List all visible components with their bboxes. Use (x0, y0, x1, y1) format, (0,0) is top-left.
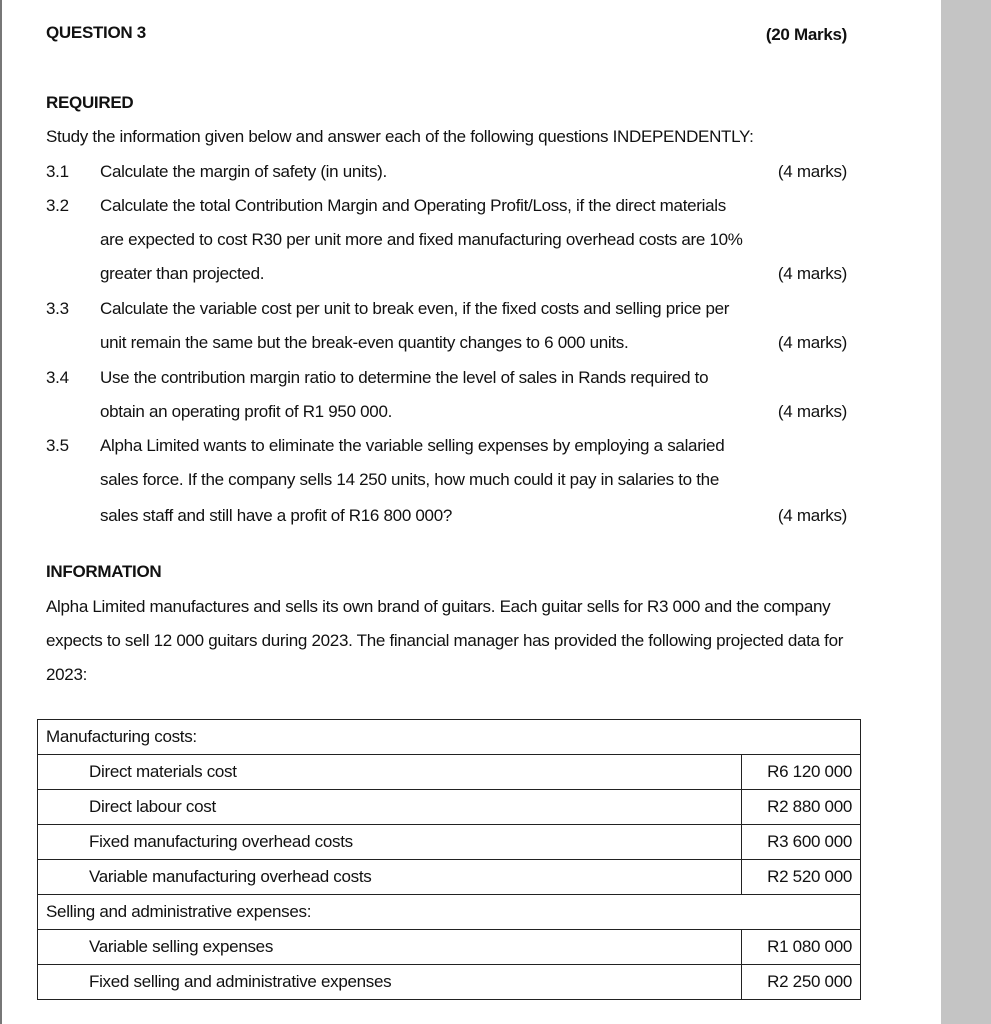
question-text-line: greater than projected. (100, 264, 265, 283)
cost-label: Fixed selling and administrative expenses (38, 965, 742, 1000)
cost-label: Direct materials cost (38, 755, 742, 790)
question-marks: (4 marks) (777, 264, 847, 283)
question-text-line: Alpha Limited wants to eliminate the variable selling expenses by employing a salaried (100, 436, 725, 455)
table-row (38, 720, 861, 755)
table-row (38, 825, 861, 860)
question-marks: (4 marks) (777, 506, 847, 525)
selling-admin-heading: Selling and administrative expenses: (38, 895, 861, 930)
cost-amount: R2 250 000 (742, 965, 861, 1000)
question-text-line: Calculate the variable cost per unit to break even, if the fixed costs and selling price per (100, 299, 730, 318)
cost-amount: R2 880 000 (742, 790, 861, 825)
information-text-line: Alpha Limited manufactures and sells its own brand of guitars. Each guitar sells for R3 000 and the company (46, 597, 831, 616)
question-marks: (4 marks) (777, 333, 847, 352)
table-row (38, 930, 861, 965)
projected-costs-table (37, 719, 861, 1000)
required-heading: REQUIRED (46, 93, 134, 112)
question-marks: (4 marks) (777, 402, 847, 421)
question-text-line: are expected to cost R30 per unit more and fixed manufacturing overhead costs are 10% (100, 230, 743, 249)
cost-label: Variable manufacturing overhead costs (38, 860, 742, 895)
cost-label: Fixed manufacturing overhead costs (38, 825, 742, 860)
question-marks: (4 marks) (777, 162, 847, 181)
cost-amount: R6 120 000 (742, 755, 861, 790)
question-text-line: obtain an operating profit of R1 950 000. (100, 402, 393, 421)
table-row (38, 860, 861, 895)
question-text-line: Calculate the margin of safety (in units). (100, 162, 387, 181)
question-text-line: sales staff and still have a profit of R16 800 000? (100, 506, 453, 525)
question-text-line: Calculate the total Contribution Margin and Operating Profit/Loss, if the direct materials (100, 196, 726, 215)
cost-amount: R1 080 000 (742, 930, 861, 965)
question-title: QUESTION 3 (46, 23, 146, 42)
manufacturing-costs-heading: Manufacturing costs: (38, 720, 861, 755)
question-number: 3.5 (46, 436, 69, 455)
cost-label: Variable selling expenses (38, 930, 742, 965)
required-intro: Study the information given below and answer each of the following questions INDEPENDENTLY: (46, 127, 754, 146)
table-row (38, 755, 861, 790)
cost-amount: R2 520 000 (742, 860, 861, 895)
information-text-line: expects to sell 12 000 guitars during 2023. The financial manager has provided the following projected data for (46, 631, 844, 650)
question-text-line: Use the contribution margin ratio to determine the level of sales in Rands required to (100, 368, 709, 387)
information-heading: INFORMATION (46, 562, 162, 581)
table-row (38, 965, 861, 1000)
viewer-right-gutter (941, 0, 991, 1024)
question-number: 3.4 (46, 368, 69, 387)
total-marks: (20 Marks) (765, 25, 847, 44)
question-text-line: unit remain the same but the break-even quantity changes to 6 000 units. (100, 333, 629, 352)
table-row (38, 790, 861, 825)
question-text-line: sales force. If the company sells 14 250 units, how much could it pay in salaries to the (100, 470, 719, 489)
cost-label: Direct labour cost (38, 790, 742, 825)
table-row (38, 895, 861, 930)
question-number: 3.3 (46, 299, 69, 318)
question-number: 3.1 (46, 162, 69, 181)
question-number: 3.2 (46, 196, 69, 215)
cost-amount: R3 600 000 (742, 825, 861, 860)
information-text-line: 2023: (46, 665, 88, 684)
